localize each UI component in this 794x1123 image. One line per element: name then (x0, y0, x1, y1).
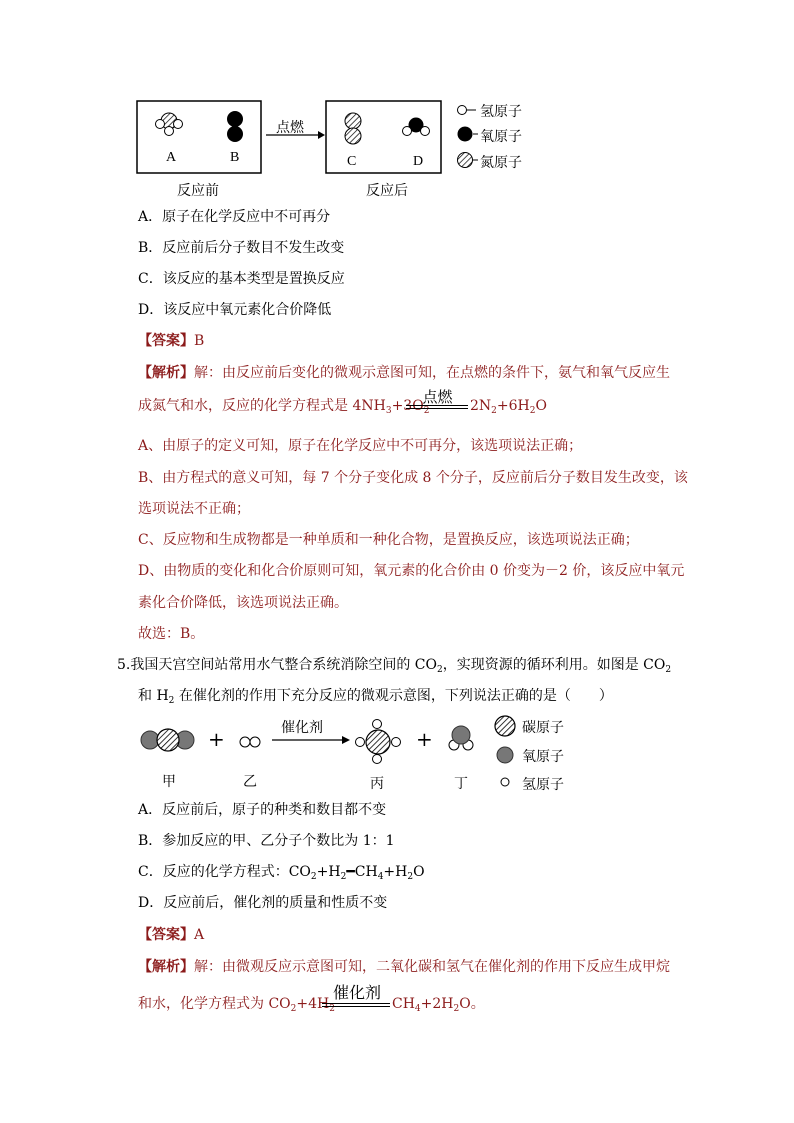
q5-answer (138, 926, 204, 944)
q4-explanation-c: C、反应物和生成物都是一种单质和一种化合物，是置换反应，该选项说法正确； (138, 532, 639, 548)
label-d: D (413, 154, 424, 169)
q5-equation-condition: 催化剂 (332, 983, 381, 1002)
caption-before: 反应前 (177, 183, 219, 199)
q4-option-a: A．原子在化学反应中不可再分 (138, 209, 331, 225)
q5-analysis-line1 (138, 958, 670, 976)
q5-option-c: C．反应的化学方程式：$CO_2+H_2━CH_4+H_2O$ (138, 864, 425, 882)
q5-equation-right: $CH_4+2H_2O$。 (392, 996, 485, 1014)
q4-analysis-line2-prefix: 成氮气和水，反应的化学方程式是 (138, 398, 353, 414)
label-a: A (166, 150, 177, 165)
q5-analysis-line2 (138, 995, 335, 1013)
q4-analysis-text: 解：由反应前后变化的微观示意图可知，在点燃的条件下，氨气和氧气反应生 (194, 365, 670, 381)
legend-hydrogen2-icon (501, 778, 509, 786)
q4-explanation-b-cont: 选项说法不正确； (138, 501, 250, 517)
legend-oxygen2: 氧原子 (522, 749, 564, 765)
label-b: B (230, 150, 240, 165)
reaction-diagram-1-svg (0, 0, 794, 200)
q5-option-a: A．反应前后，原子的种类和数目都不变 (138, 802, 387, 818)
q5-option-d: D．反应前后，催化剂的质量和性质不变 (138, 895, 388, 911)
legend-hydrogen: 氢原子 (480, 104, 522, 120)
legend-carbon: 碳原子 (522, 720, 564, 736)
reaction-diagram-1 (0, 0, 794, 200)
q5-stem-text1: 我国天宫空间站常用水气整合系统消除空间的 $CO_2$，实现资源的循环利用。如图是 $CO_2$ (130, 657, 672, 675)
q5-option-b: B．参加反应的甲、乙分子个数比为 1：1 (138, 833, 395, 849)
legend-oxygen2-icon (497, 747, 513, 763)
reaction-diagram-2 (0, 705, 794, 800)
label-c: C (347, 154, 357, 169)
plus-sign-1: + (208, 727, 225, 751)
q4-analysis-line1 (138, 364, 670, 382)
q5-equation-bar (322, 1003, 390, 1007)
q4-equation-left: $4NH_3+3O_2$ (352, 398, 430, 416)
q5-analysis-line2-prefix: 和水，化学方程式为 (138, 996, 269, 1012)
q4-answer (138, 332, 204, 350)
q4-explanation-a: A、由原子的定义可知，原子在化学反应中不可再分，该选项说法正确； (138, 438, 583, 454)
q5-number: 5. (117, 657, 131, 673)
q4-explanation-b: B、由方程式的意义可知，每 7 个分子变化成 8 个分子，反应前后分子数目发生改变，该 (138, 470, 688, 486)
q4-option-d: D．该反应中氧元素化合价降低 (138, 302, 332, 318)
q4-answer-tag: 【答案】 (138, 333, 194, 349)
q4-analysis-tag: 【解析】 (138, 365, 194, 381)
legend-oxygen: 氧原子 (480, 129, 522, 145)
q5-equation-left: $CO_2+4H_2$ (268, 996, 335, 1014)
q4-explanation-d: D、由物质的变化和化合价原则可知，氧元素的化合价由 0 价变为－2 价，该反应中氧元 (138, 563, 685, 579)
legend-nitrogen-icon (458, 153, 473, 168)
label-ding: 丁 (454, 776, 468, 792)
q5-analysis-text: 解：由微观反应示意图可知，二氧化碳和氢气在催化剂的作用下反应生成甲烷 (194, 959, 670, 975)
after-box (326, 101, 441, 173)
plus-sign-2: + (416, 727, 433, 751)
q4-equation-bar (406, 405, 468, 409)
reaction-diagram-2-svg (0, 705, 794, 800)
q4-analysis-line2 (138, 397, 429, 415)
q5-stem-line2: 和 $H_2$ 在催化剂的作用下充分反应的微观示意图，下列说法正确的是（ ） (138, 688, 613, 706)
q5-answer-value: A (194, 927, 205, 943)
q5-answer-tag: 【答案】 (138, 927, 194, 943)
label-yi: 乙 (243, 774, 257, 790)
label-bing: 丙 (370, 776, 384, 792)
legend-oxygen-icon (458, 127, 473, 142)
catalyst-label: 催化剂 (281, 720, 323, 736)
legend-carbon-icon (495, 716, 515, 736)
legend-nitrogen: 氮原子 (480, 155, 522, 171)
legend-hydrogen-icon (458, 106, 467, 115)
legend-hydrogen2: 氢原子 (522, 777, 564, 793)
q5-stem-line1 (117, 656, 671, 674)
q4-explanation-d-cont: 素化合价降低，该选项说法正确。 (138, 595, 348, 611)
q4-equation-right: $2N_2+6H_2O$ (470, 398, 547, 416)
q5-analysis-tag: 【解析】 (138, 959, 194, 975)
q4-answer-value: B (194, 333, 205, 349)
label-jia: 甲 (162, 774, 176, 790)
q4-option-c: C．该反应的基本类型是置换反应 (138, 271, 345, 287)
q4-equation-condition: 点燃 (422, 388, 453, 406)
q4-option-b: B．反应前后分子数目不发生改变 (138, 240, 345, 256)
arrow-label-ignite: 点燃 (276, 120, 304, 136)
q4-conclusion: 故选：B。 (138, 626, 205, 642)
caption-after: 反应后 (366, 183, 408, 199)
